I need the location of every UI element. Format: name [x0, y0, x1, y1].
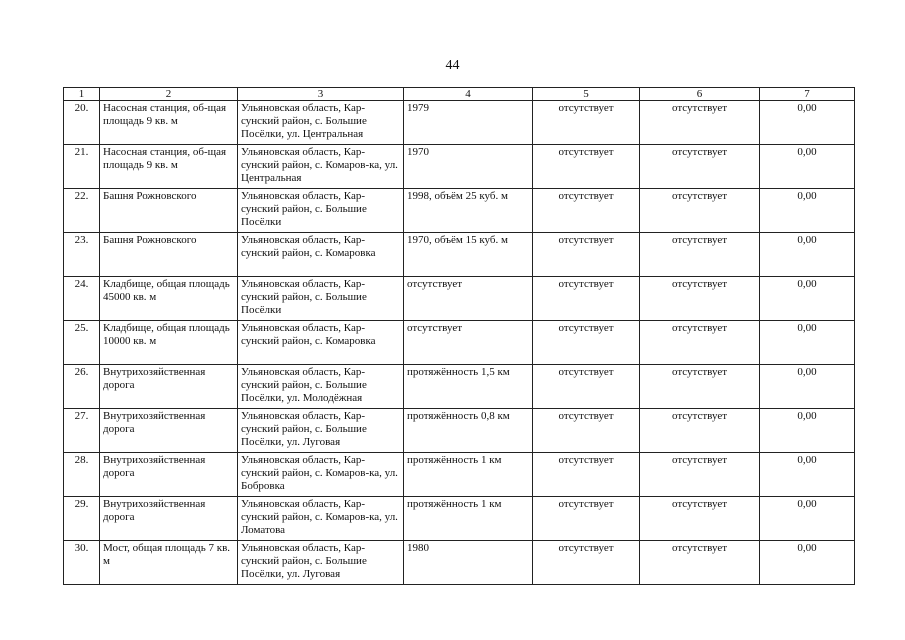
object-address: Ульяновская область, Кар-сунский район, с. Большие Посёлки, ул. Луговая: [238, 541, 404, 585]
column-header: 5: [533, 88, 640, 101]
object-info: 1998, объём 25 куб. м: [404, 189, 533, 233]
column-5-value: отсутствует: [533, 497, 640, 541]
row-number: 21.: [64, 145, 100, 189]
column-5-value: отсутствует: [533, 541, 640, 585]
object-info: протяжённость 1,5 км: [404, 365, 533, 409]
object-name: Внутрихозяйственная дорога: [100, 453, 238, 497]
column-5-value: отсутствует: [533, 365, 640, 409]
object-address: Ульяновская область, Кар-сунский район, с. Комаров-ка, ул. Ломатова: [238, 497, 404, 541]
object-address: Ульяновская область, Кар-сунский район, с. Комаровка: [238, 233, 404, 277]
column-6-value: отсутствует: [640, 541, 760, 585]
object-info: протяжённость 1 км: [404, 453, 533, 497]
column-7-value: 0,00: [760, 497, 855, 541]
column-6-value: отсутствует: [640, 277, 760, 321]
object-address: Ульяновская область, Кар-сунский район, с. Комаровка: [238, 321, 404, 365]
object-info: отсутствует: [404, 277, 533, 321]
column-5-value: отсутствует: [533, 409, 640, 453]
column-header: 7: [760, 88, 855, 101]
table-row: [64, 233, 855, 277]
object-name: Насосная станция, об-щая площадь 9 кв. м: [100, 101, 238, 145]
column-7-value: 0,00: [760, 365, 855, 409]
column-header: 2: [100, 88, 238, 101]
column-7-value: 0,00: [760, 409, 855, 453]
row-number: 20.: [64, 101, 100, 145]
object-name: Насосная станция, об-щая площадь 9 кв. м: [100, 145, 238, 189]
column-header: 3: [238, 88, 404, 101]
column-6-value: отсутствует: [640, 365, 760, 409]
column-7-value: 0,00: [760, 233, 855, 277]
table-row: [64, 365, 855, 409]
column-6-value: отсутствует: [640, 453, 760, 497]
row-number: 25.: [64, 321, 100, 365]
object-name: Башня Рожновского: [100, 233, 238, 277]
property-registry-table: [63, 87, 855, 585]
row-number: 26.: [64, 365, 100, 409]
column-6-value: отсутствует: [640, 409, 760, 453]
object-name: Внутрихозяйственная дорога: [100, 365, 238, 409]
object-address: Ульяновская область, Кар-сунский район, с. Комаров-ка, ул. Центральная: [238, 145, 404, 189]
column-6-value: отсутствует: [640, 189, 760, 233]
column-6-value: отсутствует: [640, 497, 760, 541]
column-7-value: 0,00: [760, 321, 855, 365]
column-7-value: 0,00: [760, 145, 855, 189]
object-info: протяжённость 0,8 км: [404, 409, 533, 453]
column-7-value: 0,00: [760, 101, 855, 145]
column-5-value: отсутствует: [533, 453, 640, 497]
column-5-value: отсутствует: [533, 101, 640, 145]
object-address: Ульяновская область, Кар-сунский район, с. Большие Посёлки: [238, 277, 404, 321]
object-info: 1970, объём 15 куб. м: [404, 233, 533, 277]
column-5-value: отсутствует: [533, 145, 640, 189]
table-row: [64, 541, 855, 585]
table-row: [64, 453, 855, 497]
object-address: Ульяновская область, Кар-сунский район, с. Большие Посёлки, ул. Центральная: [238, 101, 404, 145]
row-number: 30.: [64, 541, 100, 585]
page-number: 44: [445, 58, 460, 73]
column-5-value: отсутствует: [533, 233, 640, 277]
column-6-value: отсутствует: [640, 233, 760, 277]
column-6-value: отсутствует: [640, 145, 760, 189]
object-info: 1980: [404, 541, 533, 585]
column-header: 4: [404, 88, 533, 101]
table-row: [64, 101, 855, 145]
row-number: 27.: [64, 409, 100, 453]
row-number: 24.: [64, 277, 100, 321]
column-6-value: отсутствует: [640, 321, 760, 365]
column-7-value: 0,00: [760, 277, 855, 321]
column-7-value: 0,00: [760, 453, 855, 497]
row-number: 28.: [64, 453, 100, 497]
table-row: [64, 409, 855, 453]
object-info: 1979: [404, 101, 533, 145]
table-row: [64, 277, 855, 321]
column-header: 1: [64, 88, 100, 101]
object-address: Ульяновская область, Кар-сунский район, с. Большие Посёлки: [238, 189, 404, 233]
table-row: [64, 145, 855, 189]
row-number: 23.: [64, 233, 100, 277]
column-header: 6: [640, 88, 760, 101]
object-name: Внутрихозяйственная дорога: [100, 409, 238, 453]
object-info: 1970: [404, 145, 533, 189]
column-5-value: отсутствует: [533, 277, 640, 321]
object-info: отсутствует: [404, 321, 533, 365]
table-row: [64, 321, 855, 365]
table-row: [64, 189, 855, 233]
object-name: Внутрихозяйственная дорога: [100, 497, 238, 541]
column-6-value: отсутствует: [640, 101, 760, 145]
object-address: Ульяновская область, Кар-сунский район, с. Большие Посёлки, ул. Молодёжная: [238, 365, 404, 409]
object-address: Ульяновская область, Кар-сунский район, с. Большие Посёлки, ул. Луговая: [238, 409, 404, 453]
table-header-row: [64, 88, 855, 101]
row-number: 22.: [64, 189, 100, 233]
object-name: Кладбище, общая площадь 45000 кв. м: [100, 277, 238, 321]
row-number: 29.: [64, 497, 100, 541]
object-info: протяжённость 1 км: [404, 497, 533, 541]
column-5-value: отсутствует: [533, 321, 640, 365]
column-7-value: 0,00: [760, 541, 855, 585]
object-name: Кладбище, общая площадь 10000 кв. м: [100, 321, 238, 365]
object-name: Мост, общая площадь 7 кв. м: [100, 541, 238, 585]
column-5-value: отсутствует: [533, 189, 640, 233]
object-name: Башня Рожновского: [100, 189, 238, 233]
column-7-value: 0,00: [760, 189, 855, 233]
object-address: Ульяновская область, Кар-сунский район, с. Комаров-ка, ул. Бобровка: [238, 453, 404, 497]
table-row: [64, 497, 855, 541]
